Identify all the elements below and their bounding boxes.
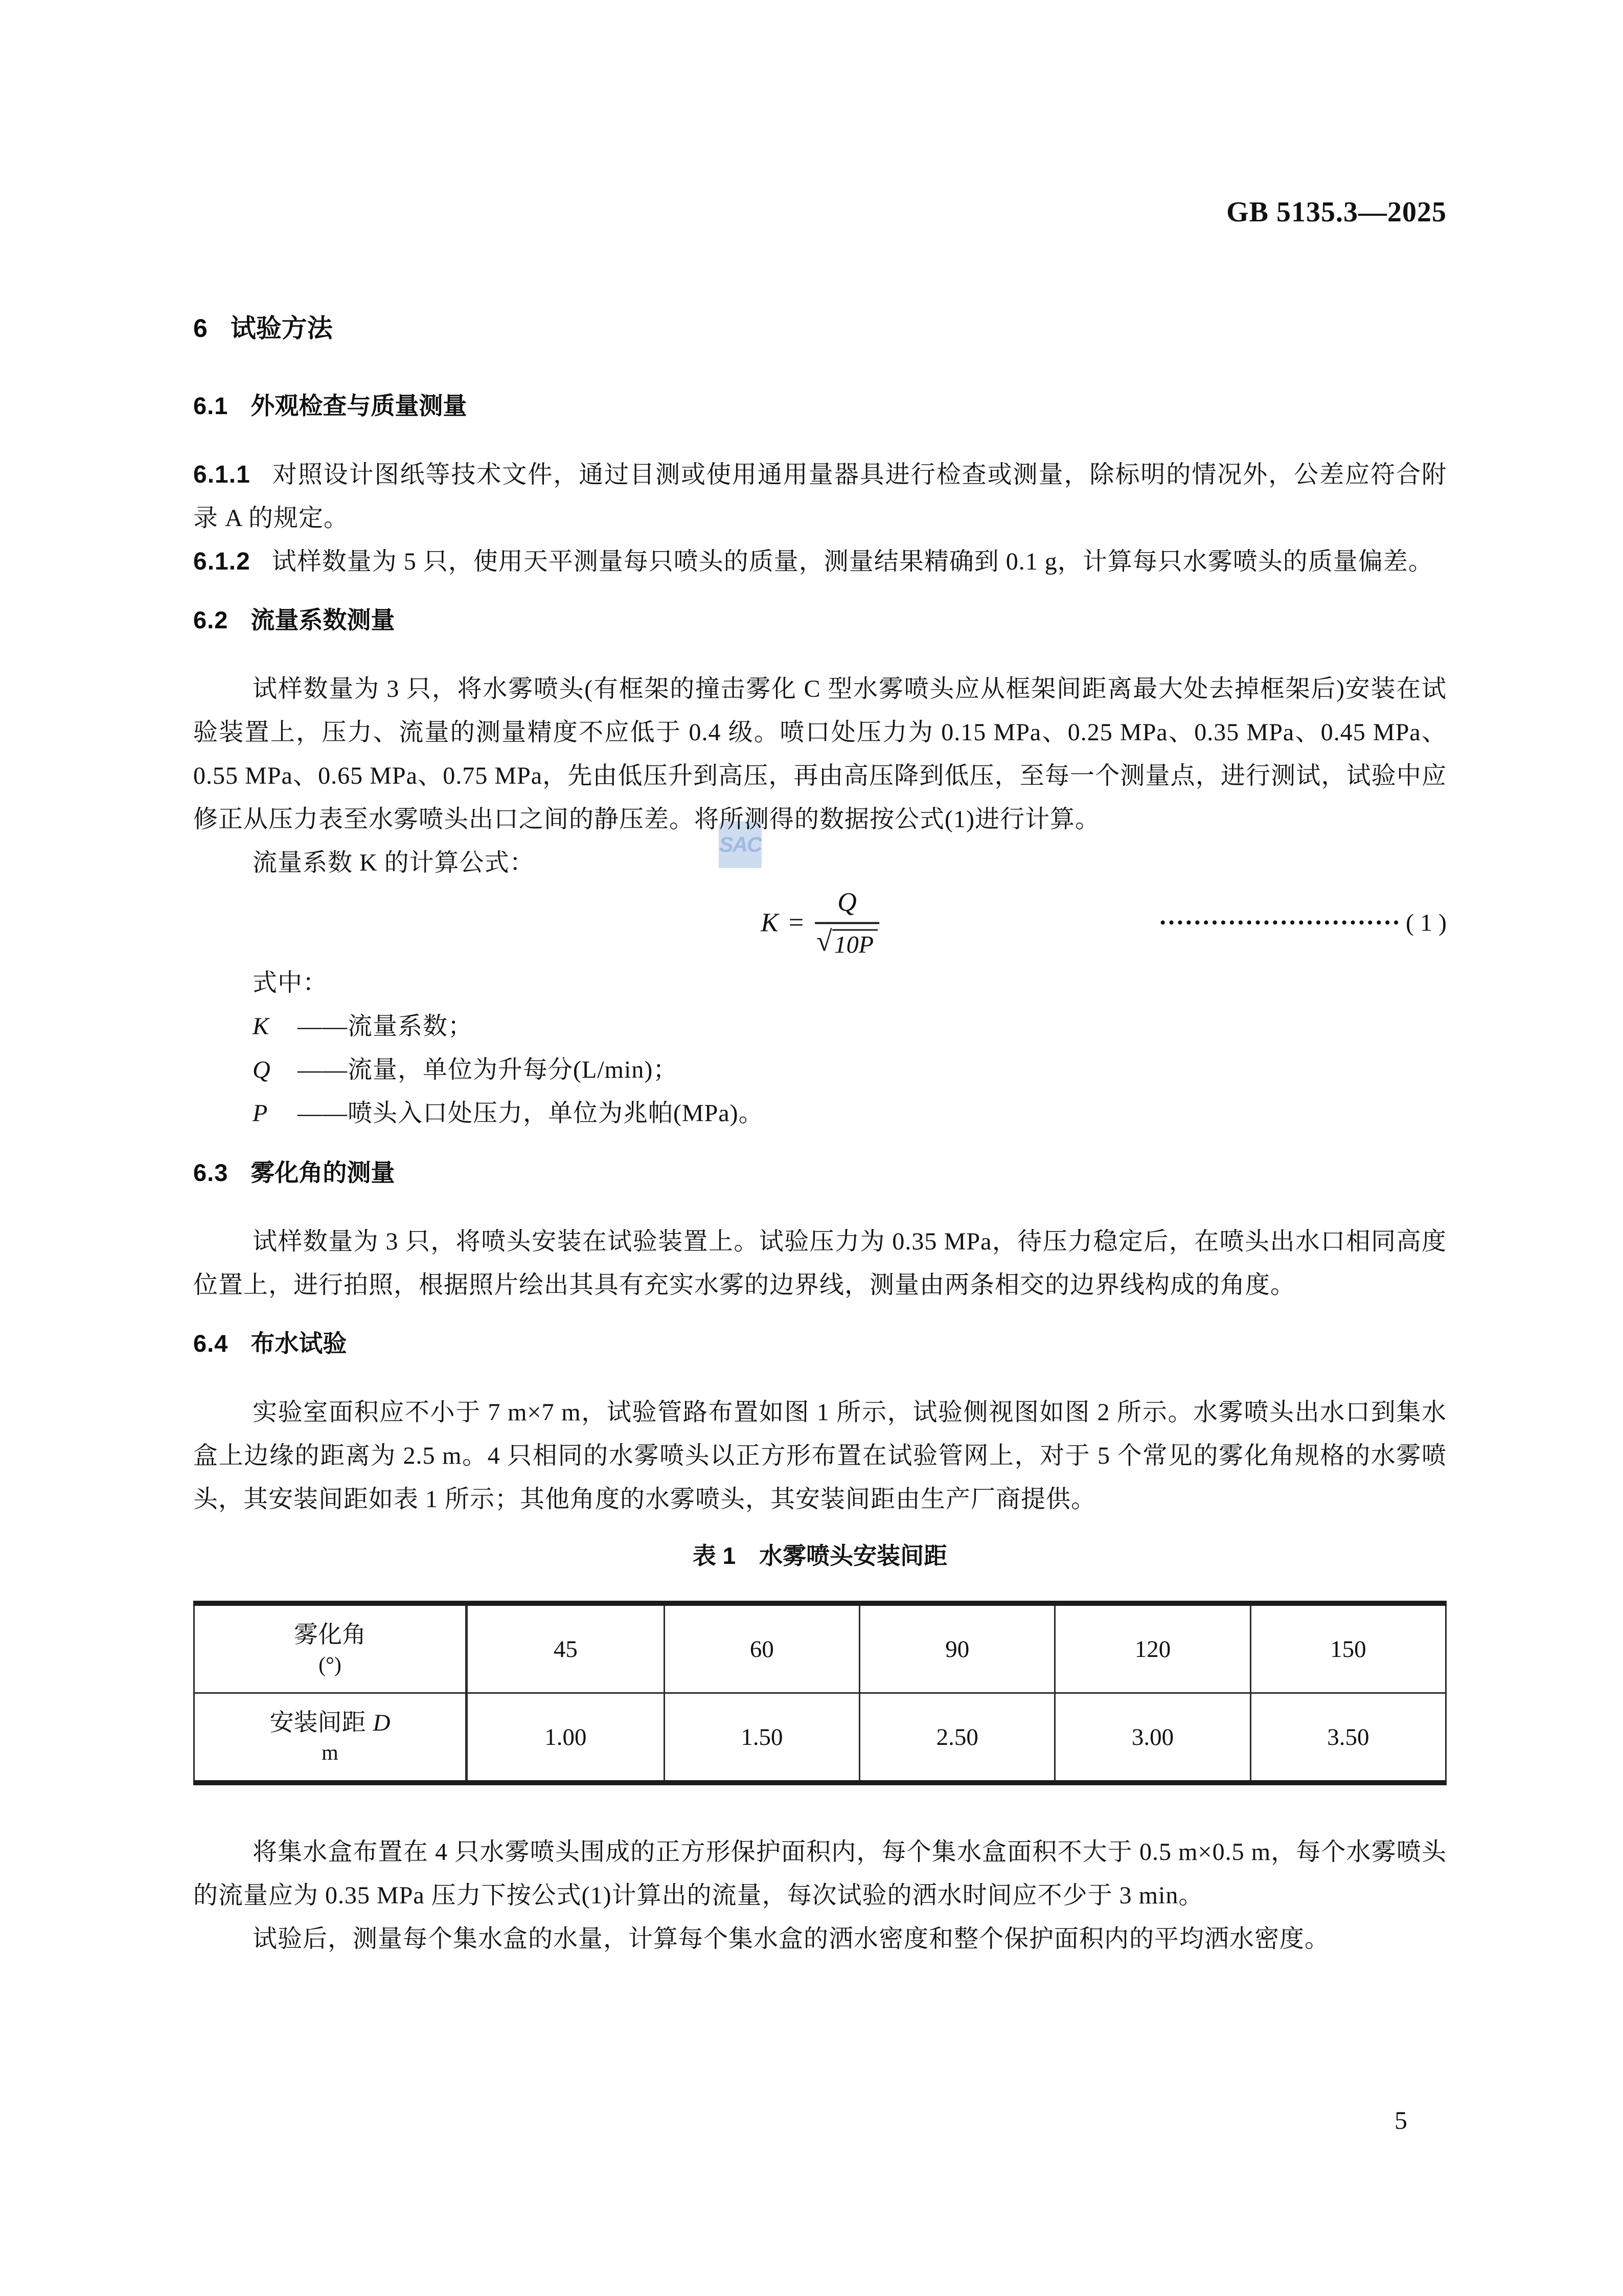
section-title: 外观检查与质量测量 <box>250 392 467 419</box>
formula-lhs: K <box>761 908 779 938</box>
definition-text: ——流量，单位为升每分(L/min)； <box>298 1056 678 1083</box>
symbol: Q <box>253 1056 271 1083</box>
formula-expression <box>761 889 879 958</box>
equals-sign: = <box>788 908 804 938</box>
row-header-atomizing-angle <box>194 1603 467 1693</box>
paragraph-6-2: 试样数量为 3 只，将水雾喷头(有框架的撞击雾化 C 型水雾喷头应从框架间距离最大处去掉框架后)安装在试验装置上，压力、流量的测量精度不应低于 0.4 级。喷口处压力为 0.15 MPa、0.25 MPa、0.35 MPa、0.45 MPa、0.55 MPa、0.65 MPa、0.75 MPa，先由低压升到高压，再由高压降到低压，至每一个测量点，进行测试，试验中应修正从压力表至水雾喷头出口之间的静压差。将所测得的数据按公式(1)进行计算。 <box>193 675 1447 833</box>
table-cell: 1.50 <box>664 1693 859 1783</box>
table-cell: 60 <box>664 1603 859 1693</box>
section-heading-6-3 <box>193 1160 1447 1186</box>
table-1-nozzle-spacing <box>193 1601 1447 1785</box>
table-row-atomizing-angle <box>194 1603 1446 1693</box>
fraction <box>815 889 879 958</box>
section-number: 6.4 <box>193 1330 228 1357</box>
section-number: 6.1 <box>193 392 228 419</box>
table-cell: 45 <box>467 1603 665 1693</box>
section-title: 布水试验 <box>250 1330 347 1357</box>
section-number: 6.2 <box>193 606 228 633</box>
clause-number: 6.1.2 <box>193 548 250 575</box>
radical-sign: √ <box>816 925 832 958</box>
section-heading-6-2 <box>193 607 1447 633</box>
table-cell: 120 <box>1055 1603 1250 1693</box>
where-label: 式中： <box>253 969 328 996</box>
table-row-install-spacing <box>194 1693 1446 1783</box>
symbol: P <box>253 1100 268 1127</box>
radicand: 10P <box>832 929 878 958</box>
section-number: 6 <box>193 314 208 343</box>
definition-text: ——流量系数； <box>298 1013 473 1040</box>
section-title: 雾化角的测量 <box>250 1159 395 1186</box>
table-cell: 90 <box>860 1603 1055 1693</box>
section-title: 试验方法 <box>230 314 333 343</box>
row-header-unit: m <box>322 1741 338 1765</box>
definition-P <box>253 1092 1447 1135</box>
paragraph-6-3: 试样数量为 3 只，将喷头安装在试验装置上。试验压力为 0.35 MPa，待压力稳定后，在喷头出水口相同高度位置上，进行拍照，根据照片绘出其具有充实水雾的边界线，测量由两条相交的边界线构成的角度。 <box>193 1228 1447 1299</box>
row-header-label: 安装间距 <box>269 1709 366 1736</box>
section-number: 6.3 <box>193 1159 228 1186</box>
clause-number: 6.1.1 <box>193 461 250 488</box>
row-header-unit: (°) <box>318 1653 341 1677</box>
section-heading-6-1 <box>193 393 1447 419</box>
symbol-D: D <box>373 1709 391 1736</box>
definition-K <box>253 1005 1447 1048</box>
leader-dots: •••••••••••••••••••••••••••• <box>1159 913 1402 932</box>
row-header-label: 雾化角 <box>294 1621 366 1648</box>
clause-6-1-1 <box>193 453 1447 540</box>
standard-code-header: GB 5135.3—2025 <box>1226 196 1447 228</box>
section-heading-6 <box>193 314 1447 343</box>
paragraph-after-table-2: 试验后，测量每个集水盒的水量，计算每个集水盒的洒水密度和整个保护面积内的平均洒水密度。 <box>253 1925 1330 1952</box>
definition-text: ——喷头入口处压力，单位为兆帕(MPa)。 <box>298 1100 764 1127</box>
paragraph-after-table-1: 将集水盒布置在 4 只水雾喷头围成的正方形保护面积内，每个集水盒面积不大于 0.5 m×0.5 m，每个水雾喷头的流量应为 0.35 MPa 压力下按公式(1)计算出的流量，每次试验的洒水时间应不少于 3 min。 <box>193 1838 1447 1909</box>
table-1-title: 表 1 水雾喷头安装间距 <box>692 1542 948 1569</box>
table-cell: 1.00 <box>467 1693 665 1783</box>
formula-leader <box>1160 909 1447 937</box>
clause-text: 试样数量为 5 只，使用天平测量每只喷头的质量，测量结果精确到 0.1 g，计算每只水雾喷头的质量偏差。 <box>271 548 1433 575</box>
table-cell: 150 <box>1250 1603 1446 1693</box>
row-header-install-spacing <box>194 1693 467 1783</box>
symbol: K <box>253 1013 270 1040</box>
sac-watermark: SAC <box>719 821 762 868</box>
formula-number: ( 1 ) <box>1406 909 1447 937</box>
table-cell: 2.50 <box>860 1693 1055 1783</box>
table-cell: 3.50 <box>1250 1693 1446 1783</box>
page-content <box>193 197 1447 1961</box>
symbol-definitions <box>193 1005 1447 1135</box>
paragraph-6-4: 实验室面积应不小于 7 m×7 m，试验管路布置如图 1 所示，试验侧视图如图 2 所示。水雾喷头出水口到集水盒上边缘的距离为 2.5 m。4 只相同的水雾喷头以正方形布置在试验管网上，对于 5 个常见的雾化角规格的水雾喷头，其安装间距如表 1 所示；其他角度的水雾喷头，其安装间距由生产厂商提供。 <box>193 1399 1447 1513</box>
fraction-denominator <box>816 924 878 958</box>
table-cell: 3.00 <box>1055 1693 1250 1783</box>
clause-text: 对照设计图纸等技术文件，通过目测或使用通用量器具进行检查或测量，除标明的情况外，公差应符合附录 A 的规定。 <box>193 461 1447 532</box>
definition-Q <box>253 1048 1447 1092</box>
formula-intro: 流量系数 K 的计算公式： <box>253 849 535 876</box>
clause-6-1-2 <box>193 540 1447 583</box>
fraction-numerator: Q <box>815 889 879 924</box>
section-title: 流量系数测量 <box>250 606 395 633</box>
section-heading-6-4 <box>193 1330 1447 1357</box>
page-number: 5 <box>1395 2106 1407 2134</box>
formula-1 <box>193 884 1447 961</box>
